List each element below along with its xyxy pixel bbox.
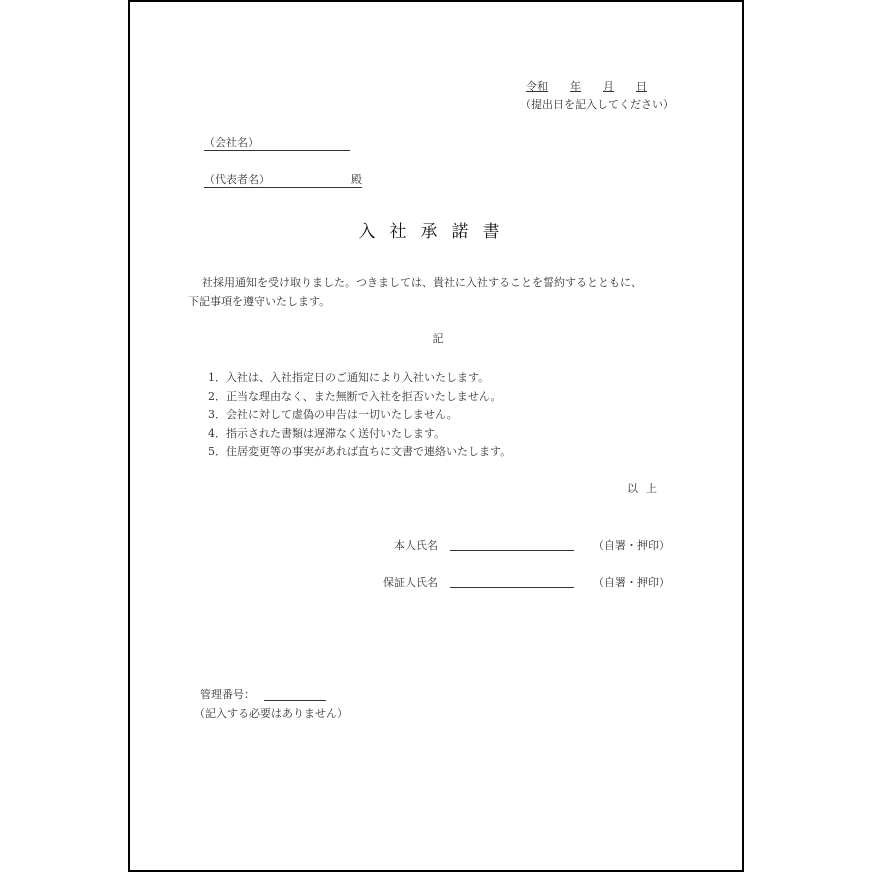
signature-line-guarantor[interactable] (450, 587, 574, 588)
list-item: 1．入社は、入社指定日のご通知により入社いたします。 (208, 371, 490, 384)
list-item: 5．住居変更等の事実があれば直ちに文書で連絡いたします。 (208, 445, 512, 459)
closing-text: 以上 (627, 482, 665, 495)
date-era: 令和 (526, 80, 548, 93)
management-number-note: （記入する必要はありません） (194, 707, 348, 720)
body-line-2: 下記事項を遵守いたします。 (188, 295, 331, 308)
company-name-label: （会社名） (204, 136, 259, 149)
representative-name-label: （代表者名） (204, 173, 270, 186)
date-note: （提出日を記入してください） (520, 98, 674, 111)
signature-label-guarantor: 保証人氏名 (383, 576, 438, 589)
management-number-label: 管理番号： (200, 688, 255, 701)
company-name-field[interactable] (204, 136, 350, 151)
body-line-1: 社採用通知を受け取りました。つきましては、貴社に入社することを誓約するとともに、 (202, 276, 642, 289)
document-page (128, 0, 744, 872)
date-month: 月 (603, 80, 614, 93)
signature-note-guarantor: （自署・押印） (593, 576, 670, 589)
management-number-field[interactable] (264, 700, 326, 701)
date-day: 日 (636, 80, 647, 93)
signature-note-self: （自署・押印） (593, 539, 670, 552)
signature-line-self[interactable] (450, 550, 574, 551)
date-year: 年 (570, 80, 581, 93)
document-title: 入社承諾書 (358, 222, 514, 242)
signature-label-self: 本人氏名 (394, 539, 438, 552)
list-item: 4．指示された書類は遅滞なく送付いたします。 (208, 426, 446, 440)
honorific: 殿 (351, 173, 362, 186)
submission-date (526, 80, 647, 94)
terms-list (208, 369, 511, 462)
representative-name-field[interactable] (204, 173, 362, 188)
list-item: 2．正当な理由なく、また無断で入社を拒否いたしません。 (208, 389, 502, 403)
list-item: 3．会社に対して虚偽の申告は一切いたしません。 (208, 408, 458, 422)
ki-heading: 記 (432, 332, 444, 345)
